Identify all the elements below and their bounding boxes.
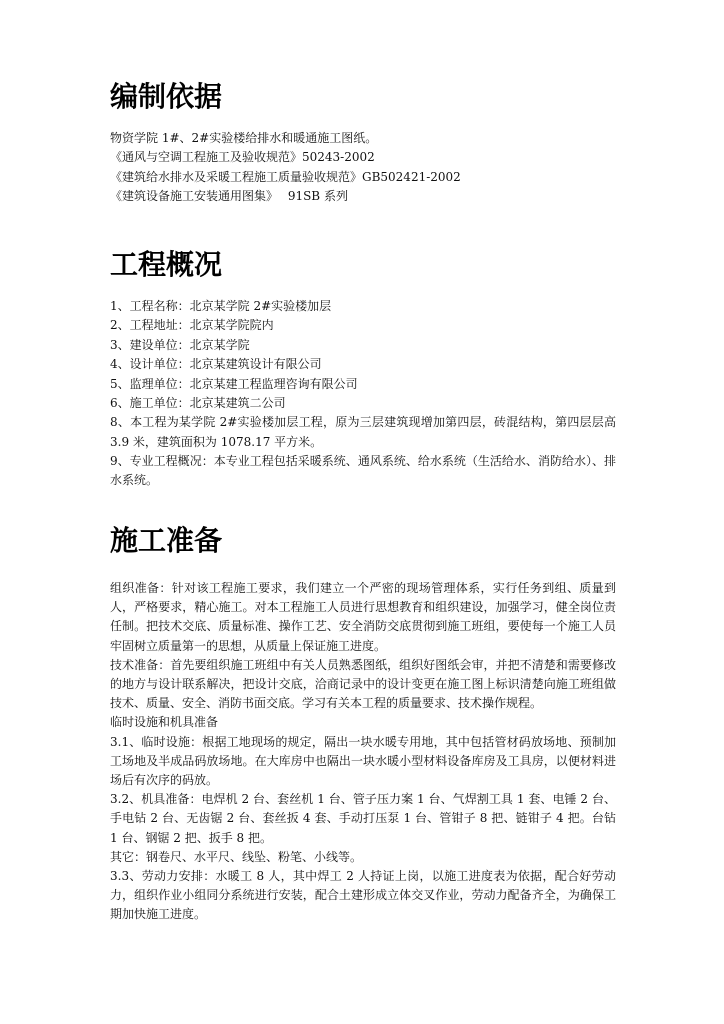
- overview-line: 4、设计单位：北京某建筑设计有限公司: [110, 357, 322, 372]
- overview-paragraph: 8、本工程为某学院 2#实验楼加层工程，原为三层建筑现增加第四层，砖混结构，第四层层高 3.9 米，建筑面积为 1078.17 平方米。: [110, 415, 616, 449]
- basis-line: 物资学院 1#、2#实验楼给排水和暖通施工图纸。: [110, 131, 378, 145]
- section-title-overview: 工程概况: [110, 248, 223, 281]
- preparation-paragraph: 3.1、临时设施：根据工地现场的规定，隔出一块水暖专用地，其中包括管材码放场地、预制加工场地及半成品码放场地。在大库房中也隔出一块水暖小型材料设备库房及工具房，以便材料进场后有次序的码放。: [110, 734, 616, 788]
- preparation-paragraph: 3.3、劳动力安排：水暖工 8 人，其中焊工 2 人持证上岗，以施工进度表为依据，配合好劳动力，组织作业小组同分系统进行安装，配合土建形成立体交叉作业，劳动力配备齐全，为确保工期加快施工进度。: [110, 869, 616, 922]
- overview-line: 1、工程名称：北京某学院 2#实验楼加层: [110, 299, 332, 313]
- overview-line: 6、施工单位：北京某建筑二公司: [110, 396, 286, 411]
- preparation-paragraph: 3.2、机具准备：电焊机 2 台、套丝机 1 台、管子压力案 1 台、气焊割工具 1 套、电锤 2 台、手电钻 2 台、无齿锯 2 台、套丝扳 4 套、手动打压泵 1 台、管钳子 8 把、链钳子 4 把。台钻 1 台、钢锯 2 把、扳手 8 把。: [110, 792, 616, 845]
- preparation-subheading: 临时设施和机具准备: [110, 715, 219, 730]
- preparation-paragraph: 技术准备：首先要组织施工班组中有关人员熟悉图纸，组织好图纸会审，并把不清楚和需要修改的地方与设计联系解决，把设计交底，洽商记录中的设计变更在施工图上标识清楚向施工班组做技术、质量、安全、消防书面交底。学习有关本工程的质量要求、技术操作规程。: [110, 657, 616, 711]
- section-title-basis: 编制依据: [110, 80, 223, 113]
- overview-list: [110, 297, 616, 490]
- preparation-body: [110, 579, 616, 925]
- basis-line: 《通风与空调工程施工及验收规范》50243-2002: [110, 150, 375, 165]
- basis-list: [110, 129, 616, 207]
- preparation-paragraph: 其它：钢卷尺、水平尺、线坠、粉笔、小线等。: [110, 849, 363, 864]
- basis-line: 《建筑给水排水及采暖工程施工质量验收规范》GB502421-2002: [110, 169, 461, 184]
- section-title-preparation: 施工准备: [110, 524, 223, 557]
- overview-line: 3、建设单位：北京某学院: [110, 337, 250, 352]
- overview-paragraph: 9、专业工程概况：本专业工程包括采暖系统、通风系统、给水系统（生活给水、消防给水）、排水系统。: [110, 453, 616, 488]
- preparation-paragraph: 组织准备：针对该工程施工要求，我们建立一个严密的现场管理体系，实行任务到组、质量到人，严格要求，精心施工。对本工程施工人员进行思想教育和组织建设，加强学习，健全岗位责任制。把技术交底、质量标准、操作工艺、安全消防交底贯彻到施工班组，要使每一个施工人员牢固树立质量第一的思想，从质量上保证施工进度。: [110, 581, 616, 653]
- basis-line: 《建筑设备施工安装通用图集》 91SB 系列: [110, 189, 348, 204]
- overview-line: 2、工程地址：北京某学院院内: [110, 318, 274, 333]
- overview-line: 5、监理单位：北京某建工程监理咨询有限公司: [110, 376, 358, 391]
